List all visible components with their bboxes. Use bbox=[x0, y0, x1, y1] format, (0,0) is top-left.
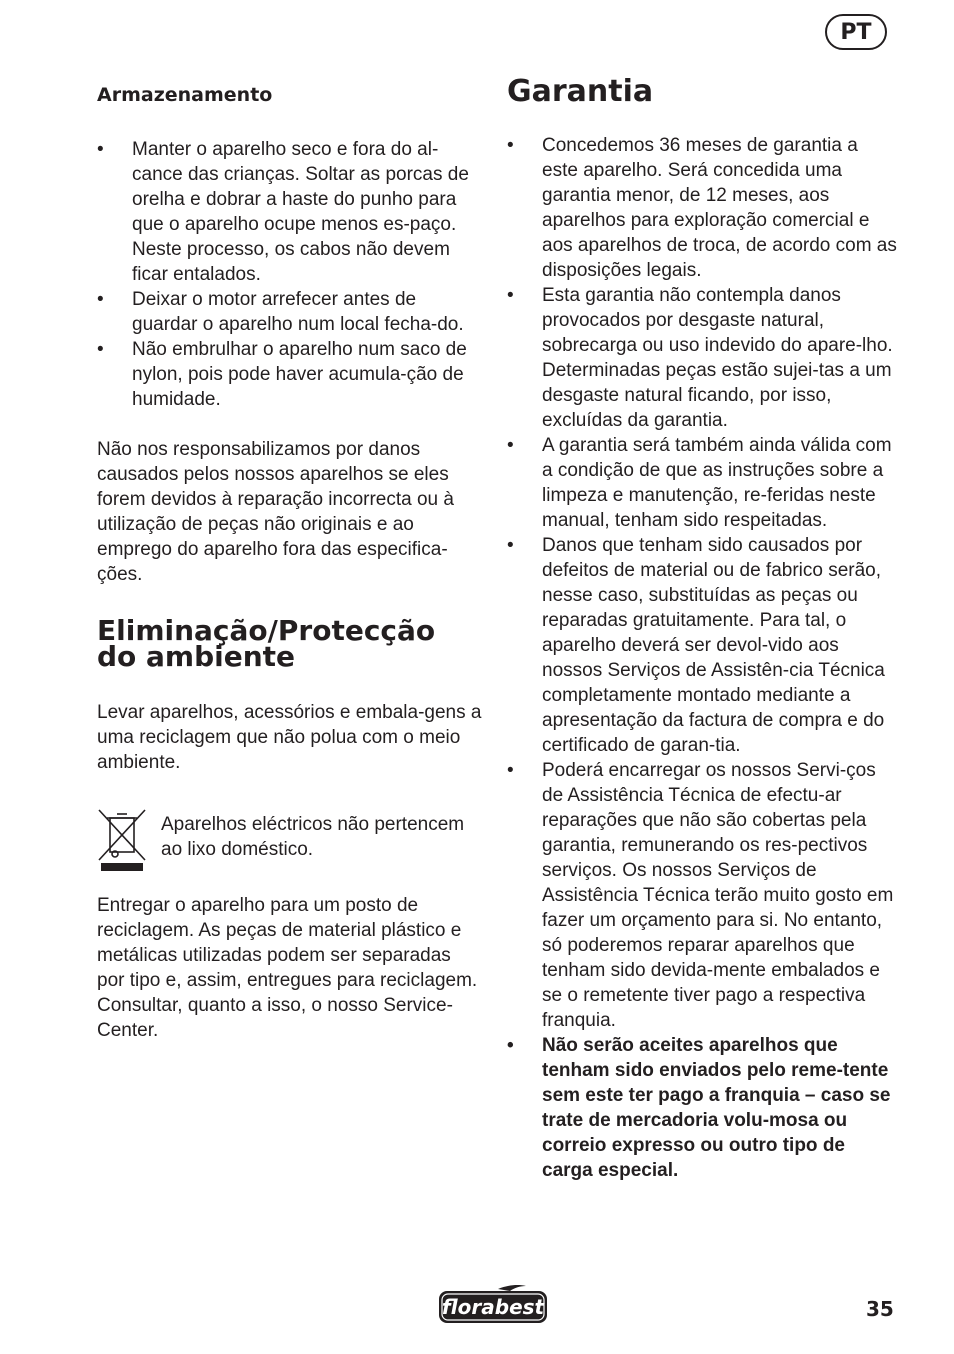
list-item: • A garantia será também ainda válida com a condição de que as instruções sobre a limpeza e manutenção, re-feridas neste manual, tenham sido respeitadas. bbox=[507, 433, 897, 533]
list-item-bold: • Não serão aceites aparelhos que tenham sido enviados pelo reme-tente sem este ter pago a franquia – caso se trate de mercadoria volu-mosa ou correio expresso ou outro tipo de carga especial. bbox=[507, 1033, 897, 1183]
disposal-paragraph: Levar aparelhos, acessórios e embala-gens a uma reciclagem que não polua com o meio ambiente. bbox=[97, 702, 482, 773]
list-item: • Esta garantia não contempla danos provocados por desgaste natural, sobrecarga ou uso indevido do apare-lho. Determinadas peças estão sujei-tas a um desgaste natural ficando, por isso, excluídas da garantia. bbox=[507, 283, 897, 433]
crossed-out-wheelie-bin-icon bbox=[97, 808, 147, 872]
language-badge: PT bbox=[825, 14, 887, 50]
weee-text: Aparelhos eléctricos não pertencem ao lixo doméstico. bbox=[161, 814, 465, 860]
storage-heading: Armazenamento bbox=[97, 84, 273, 106]
page-number: 35 bbox=[866, 1297, 894, 1321]
right-column bbox=[507, 72, 897, 1183]
disposal-heading: Eliminação/Protecção do ambiente bbox=[97, 614, 436, 673]
storage-list bbox=[97, 137, 482, 412]
list-item: • Danos que tenham sido causados por defeitos de material ou de fabrico serão, nesse caso, substituídas as peças ou reparadas gratuitamente. Para tal, o aparelho deverá ser devol-vido aos nossos Serviços de Assistên-cia Técnica completamente montado mediante a apresentação da factura de compra e do certificado de garan-tia. bbox=[507, 533, 897, 758]
list-item: • Deixar o motor arrefecer antes de guardar o aparelho num local fecha-do. bbox=[97, 287, 482, 337]
left-column bbox=[97, 80, 482, 1043]
list-item: • Poderá encarregar os nossos Servi-ços de Assistência Técnica de efectu-ar reparações que não são cobertas pela garantia, remunerando os res-pectivos serviços. Os nossos Serviços de Assistência Técnica terão muito gosto em fazer um orçamento para si. No entanto, só poderemos reparar aparelhos que tenham sido devida-mente embalados e se o remetente tiver pago a respectiva franquia. bbox=[507, 758, 897, 1033]
warranty-heading: Garantia bbox=[507, 74, 654, 109]
liability-paragraph: Não nos responsabilizamos por danos causados pelos nossos aparelhos se eles forem devidos à reparação incorrecta ou à utilização de peças não originais e ao emprego do aparelho fora das especifica-ções. bbox=[97, 439, 454, 585]
list-item: • Manter o aparelho seco e fora do al-cance das crianças. Soltar as porcas de orelha e dobrar a haste do punho para que o aparelho ocupe menos es-paço. Neste processo, os cabos não devem ficar entalados. bbox=[97, 137, 482, 287]
list-item: • Concedemos 36 meses de garantia a este aparelho. Será concedida uma garantia menor, de 12 meses, aos aparelhos para exploração comercial e aos aparelhos de troca, de acordo com as disposições legais. bbox=[507, 133, 897, 283]
list-item: • Não embrulhar o aparelho num saco de nylon, pois pode haver acumula-ção de humidade. bbox=[97, 337, 482, 412]
florabest-logo bbox=[438, 1283, 548, 1325]
recycling-paragraph: Entregar o aparelho para um posto de reciclagem. As peças de material plástico e metálicas utilizadas podem ser separadas por tipo e, assim, entregues para reciclagem. Consultar, quanto a isso, o nosso Service-Center. bbox=[97, 895, 478, 1041]
weee-notice bbox=[97, 808, 482, 872]
brand-wordmark: florabest bbox=[441, 1295, 545, 1319]
warranty-list bbox=[507, 133, 897, 1183]
